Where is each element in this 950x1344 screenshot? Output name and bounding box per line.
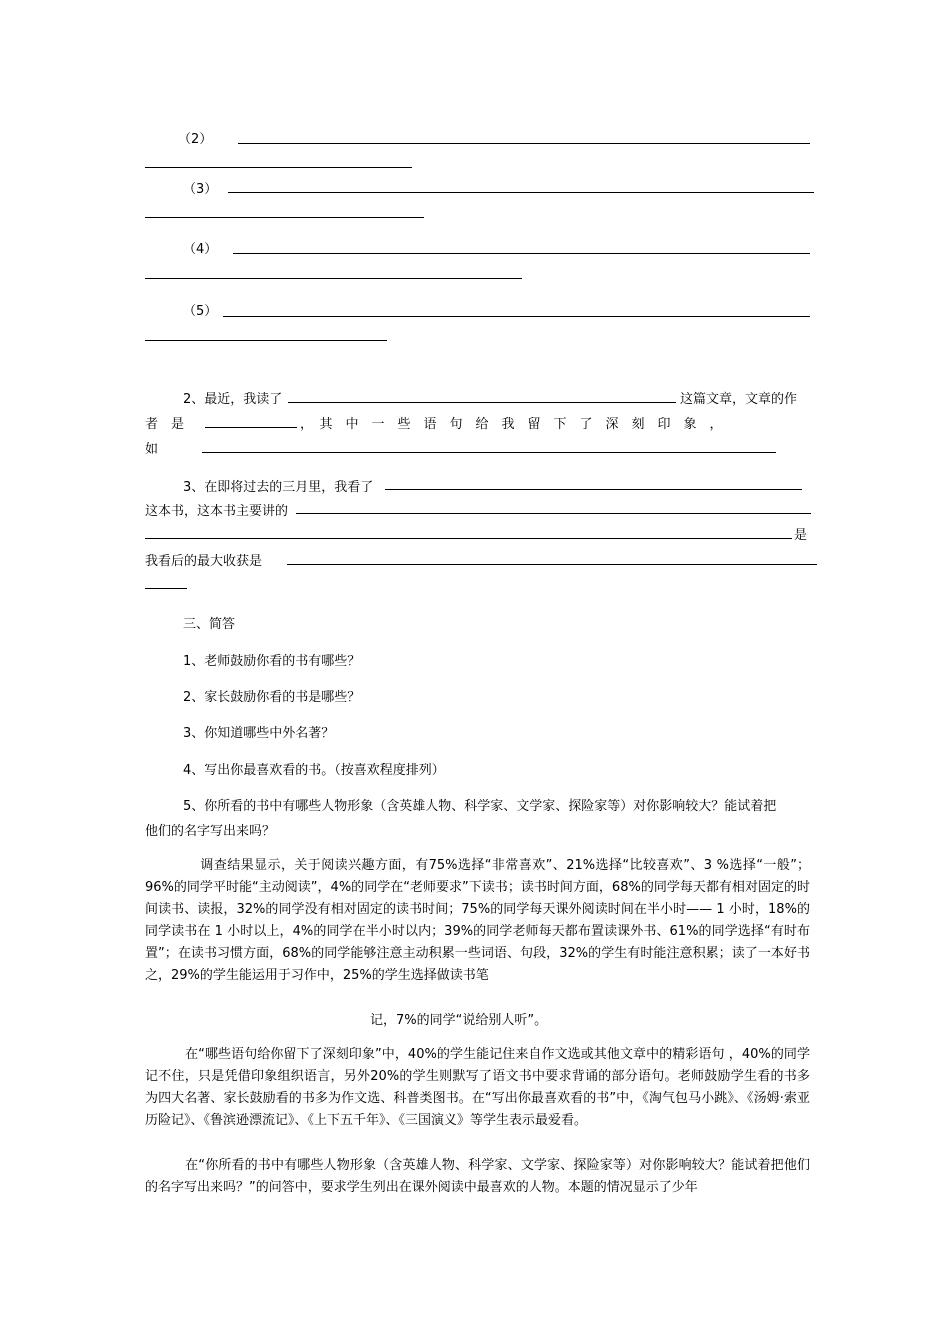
short-question-5-line2: 他们的名字写出来吗？ (145, 824, 276, 839)
q3-book-blank[interactable] (385, 489, 802, 490)
blank-label-3: （3） (183, 182, 218, 197)
blank-line-5a[interactable] (223, 316, 810, 317)
short-question-1: 1、老师鼓励你看的书有哪些？ (183, 654, 361, 669)
results-paragraph-1-text: 调查结果显示，关于阅读兴趣方面，有75%选择“非常喜欢”、21%选择“比较喜欢”、3 %选择“一般”；96%的同学平时能“主动阅读”，4%的同学在“老师要求”下读书；读书时间方面，68%的同学每天都有相对固定的时间读书、读报，32%的同学没有相对固定的读书时间；75%的同学每天课外阅读时间在半小时—— 1 小时，18%的同学读书在 1 小时以上，4%的同学在半小时以内；39%的同学老师每天都布置读课外书、61%的同学选择“有时布置”；在读书习惯方面，68%的同学能够注意主动积累一些词语、句段，32%的学生有时能注意积累；读了一本好书之，29%的学生能运用于习作中，25%的学生选择做读书笔 (145, 858, 810, 983)
q3-harvest-blank-b[interactable] (145, 588, 187, 589)
results-paragraph-1-last: 记，7%的同学“说给别人听”。 (370, 1013, 548, 1028)
q3-content-blank-b[interactable] (145, 538, 792, 539)
q3-line3-end: 是 (794, 528, 808, 543)
results-paragraph-2 (145, 1044, 810, 1132)
short-question-5-line1: 5、你所看的书中有哪些人物形象（含英雄人物、科学家、文学家、探险家等）对你影响较大？能试着把 (183, 799, 777, 814)
results-paragraph-3 (145, 1155, 810, 1199)
blank-label-2: （2） (178, 132, 213, 147)
results-paragraph-3-text: 在“你所看的书中有哪些人物形象（含英雄人物、科学家、文学家、探险家等）对你影响较大？能试着把他们的名字写出来吗？”的问答中，要求学生列出在课外阅读中最喜欢的人物。本题的情况显示了少年 (145, 1158, 810, 1195)
q2-line2-a: 者 是 (145, 417, 185, 432)
q2-mid: 这篇文章，文章的作 (680, 392, 798, 407)
blank-line-5b[interactable] (145, 340, 387, 341)
q2-line3: 如 (145, 442, 159, 457)
q3-line4: 我看后的最大收获是 (145, 554, 263, 569)
blank-line-2b[interactable] (145, 167, 412, 168)
q3-prefix: 3、在即将过去的三月里，我看了 (183, 480, 374, 495)
short-question-4: 4、写出你最喜欢看的书。（按喜欢程度排列） (183, 763, 445, 778)
blank-line-2a[interactable] (238, 143, 810, 144)
results-paragraph-1 (145, 855, 810, 987)
q3-content-blank-a[interactable] (296, 513, 811, 514)
blank-line-3a[interactable] (228, 192, 814, 193)
section-three-heading: 三、简答 (183, 617, 236, 632)
q2-line2-b: ， 其 中 一 些 语 句 给 我 留 下 了 深 刻 印 象 ， (300, 417, 723, 432)
q2-sentence-blank[interactable] (202, 452, 776, 453)
blank-label-5: （5） (183, 304, 218, 319)
blank-label-4: （4） (183, 242, 218, 257)
q2-article-blank[interactable] (288, 402, 676, 403)
blank-line-4a[interactable] (233, 253, 810, 254)
q2-prefix: 2、最近，我读了 (183, 392, 283, 407)
blank-line-3b[interactable] (145, 217, 424, 218)
results-paragraph-2-text: 在“哪些语句给你留下了深刻印象”中，40%的学生能记住来自作文选或其他文章中的精彩语句 ，40%的同学记不住，只是凭借印象组织语言，另外20%的学生则默写了语文书中要求背诵的部分语句。老师鼓励学生看的书多为四大名著、家长鼓励看的书多为作文选、科普类图书。在“写出你最喜欢看的书”中，《淘气包马小跳》、《汤姆·索亚历险记》、《鲁滨逊漂流记》、《上下五千年》、《三国演义》等学生表示最爱看。 (145, 1047, 810, 1128)
q2-author-blank[interactable] (205, 427, 297, 428)
short-question-2: 2、家长鼓励你看的书是哪些？ (183, 690, 361, 705)
blank-line-4b[interactable] (145, 278, 522, 279)
q3-line2: 这本书，这本书主要讲的 (145, 504, 289, 519)
short-question-3: 3、你知道哪些中外名著？ (183, 726, 335, 741)
q3-harvest-blank-a[interactable] (287, 564, 817, 565)
